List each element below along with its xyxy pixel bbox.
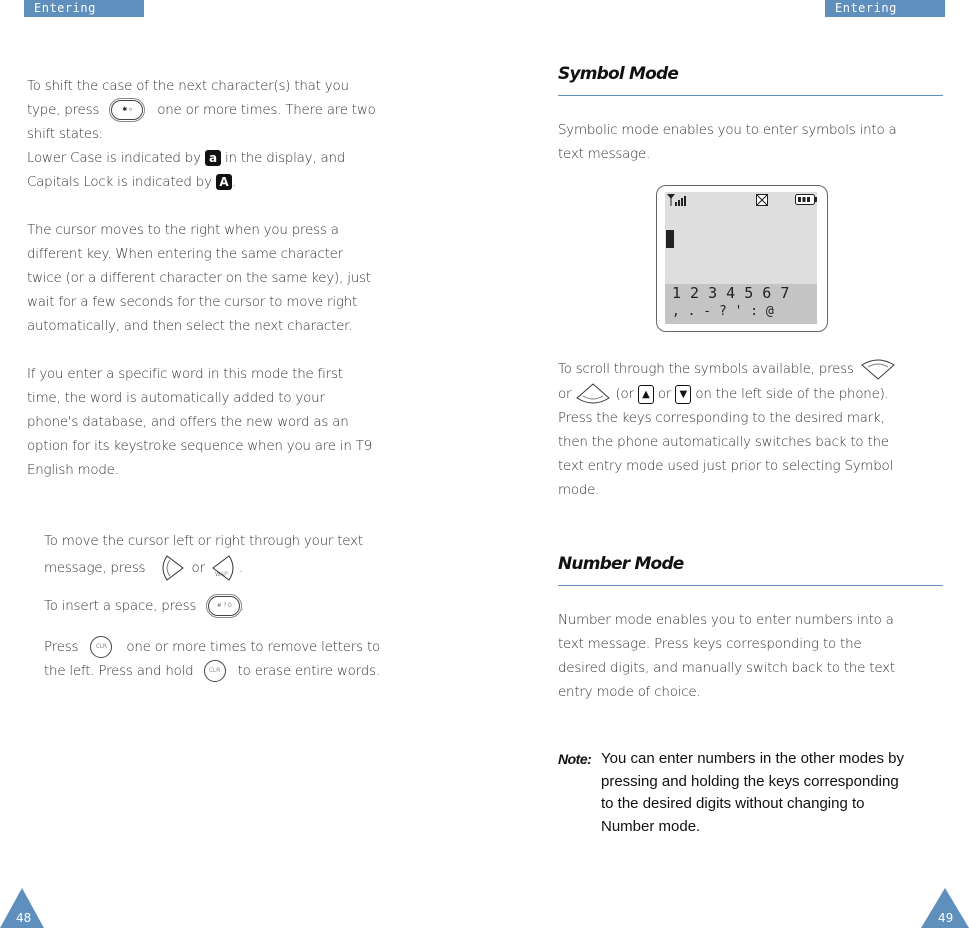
cursor-line: automatically, and then select the next character.	[27, 319, 353, 334]
t9-line: option for its keystroke sequence when you are in T9	[27, 439, 373, 454]
battery-icon	[795, 194, 817, 205]
number-mode-heading: Number Mode	[558, 554, 684, 574]
space-text: To insert a space, press	[44, 599, 197, 614]
lower-case-text: Lower Case is indicated by	[27, 151, 201, 166]
t9-line: time, the word is automatically added to your	[27, 391, 325, 406]
cursor-paragraph	[27, 219, 427, 339]
note-line: You can enter numbers in the other modes by	[601, 750, 904, 767]
number-paragraph	[558, 609, 953, 705]
shift-line-3: shift states:	[27, 127, 103, 142]
cursor-line: twice (or a different character on the same key), just	[27, 271, 371, 286]
shift-line-2b: one or more times. There are two	[157, 103, 376, 118]
move-line-1: To move the cursor left or right through your text	[44, 534, 363, 549]
cursor-line: different key. When entering the same character	[27, 247, 343, 262]
page-number-left: 48	[16, 911, 32, 925]
space-tip	[44, 595, 424, 619]
nav-down-key-icon	[575, 382, 611, 406]
symbol-line: text message.	[558, 147, 651, 162]
volume-down-key-icon: ▼	[675, 385, 691, 404]
wap-key-label: WAP	[214, 571, 228, 578]
caps-lock-text: Capitals Lock is indicated by	[27, 175, 212, 190]
move-or: or	[191, 561, 205, 576]
scroll-text-end: on the left side of the phone).	[695, 387, 889, 402]
volume-up-key-icon: ▲	[638, 385, 654, 404]
clear-key-icon: CLR	[90, 636, 112, 658]
scroll-paragraph	[558, 357, 953, 503]
lower-case-text-end: in the display, and	[224, 151, 346, 166]
space-end: .	[240, 599, 245, 614]
star-key-icon: ✱ ○	[111, 100, 143, 120]
running-header-right: Entering Text	[825, 0, 945, 17]
wap-key-icon	[209, 554, 239, 582]
delete-text-3: the left. Press and hold	[44, 664, 194, 679]
clear-key-icon: CLR	[204, 660, 226, 682]
delete-text-1: Press	[44, 640, 79, 655]
text-cursor	[666, 230, 674, 248]
scroll-line: Press the keys corresponding to the desired mark,	[558, 411, 885, 426]
scroll-line: mode.	[558, 483, 600, 498]
delete-tip	[44, 636, 434, 684]
number-line: desired digits, and manually switch back to the text	[558, 661, 895, 676]
shift-line-2a: type, press	[27, 103, 100, 118]
scroll-or-2: (or	[615, 387, 634, 402]
move-end: .	[238, 561, 243, 576]
page-number-right: 49	[938, 911, 954, 925]
delete-text-2: one or more times to remove letters to	[126, 640, 381, 655]
symbol-row-1: 1 2 3 4 5 6 7	[672, 284, 790, 302]
phone-display	[656, 185, 828, 332]
note-line: to the desired digits without changing to	[601, 795, 865, 812]
message-indicator-icon	[756, 194, 768, 206]
caps-lock-indicator-icon: A	[216, 174, 232, 190]
t9-paragraph	[27, 363, 427, 483]
symbol-row-2: , . - ? ' : @	[672, 304, 774, 319]
caps-lock-text-end: .	[231, 175, 236, 190]
signal-strength-icon	[667, 194, 693, 206]
cursor-line: wait for a few seconds for the cursor to move right	[27, 295, 358, 310]
number-line: entry mode of choice.	[558, 685, 701, 700]
move-cursor-tip	[44, 530, 424, 582]
hash-key-icon: # ? 0	[208, 596, 240, 616]
cursor-line: The cursor moves to the right when you press a	[27, 223, 339, 238]
note-block	[558, 748, 953, 838]
shift-paragraph	[27, 75, 427, 195]
note-label: Note:	[558, 751, 592, 767]
symbol-paragraph	[558, 119, 948, 167]
scroll-line: then the phone automatically switches back to the	[558, 435, 889, 450]
note-line: Number mode.	[601, 817, 701, 835]
t9-line: phone's database, and offers the new word as an	[27, 415, 349, 430]
scroll-or-3: or	[657, 387, 672, 402]
heading-rule	[558, 585, 943, 586]
heading-rule	[558, 95, 943, 96]
shift-line-1: To shift the case of the next character(s) that you	[27, 79, 349, 94]
symbol-line: Symbolic mode enables you to enter symbols into a	[558, 123, 897, 138]
note-line: pressing and holding the keys corresponding	[601, 772, 899, 790]
t9-line: English mode.	[27, 463, 119, 478]
scroll-text-1: To scroll through the symbols available, press	[558, 362, 854, 377]
t9-line: If you enter a specific word in this mode the first	[27, 367, 343, 382]
delete-text-4: to erase entire words.	[237, 664, 380, 679]
move-line-2: message, press	[44, 561, 146, 576]
running-header-left: Entering Text	[24, 0, 144, 17]
scroll-line: text entry mode used just prior to selecting Symbol	[558, 459, 894, 474]
nav-up-key-icon	[860, 357, 896, 381]
symbol-mode-heading: Symbol Mode	[558, 64, 679, 84]
number-line: Number mode enables you to enter numbers into a	[558, 613, 894, 628]
scroll-or-1: or	[558, 387, 572, 402]
lower-case-indicator-icon: a	[205, 150, 221, 166]
number-line: text message. Press keys corresponding to the	[558, 637, 862, 652]
nav-left-key-icon	[157, 554, 187, 582]
